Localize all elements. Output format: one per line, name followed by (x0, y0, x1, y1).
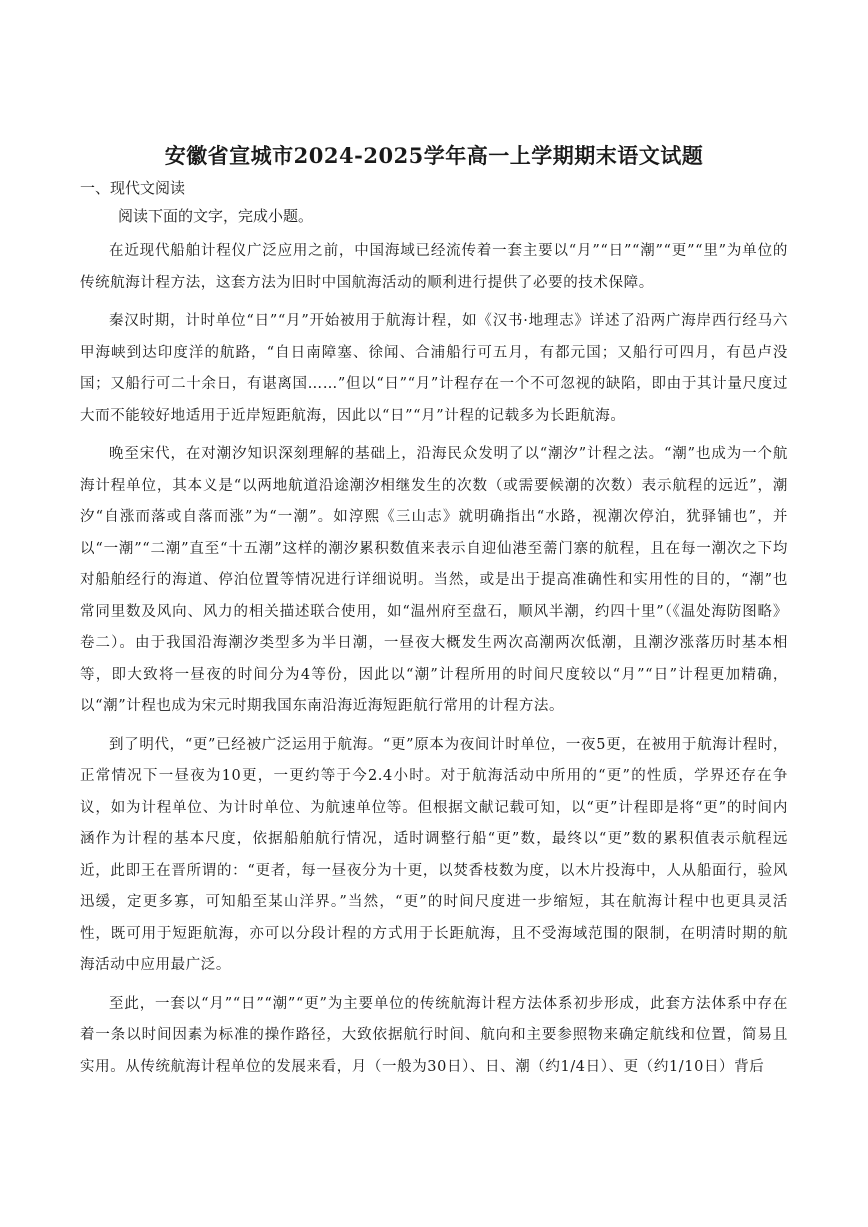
passage-paragraph: 秦汉时期，计时单位“日”“月”开始被用于航海计程，如《汉书·地理志》详述了沿两广海岸西行经马六甲海峡到达印度洋的航路，“自日南障塞、徐闻、合浦船行可五月，有都元国；又船行可四月，有邑卢没国；又船行可二十余日，有谌离国……”但以“日”“月”计程存在一个不可忽视的缺陷，即由于其计量尺度过大而不能较好地适用于近岸短距航海，因此以“日”“月”计程的记载多为长距航海。 (80, 313, 788, 424)
passage-paragraph: 晚至宋代，在对潮汐知识深刻理解的基础上，沿海民众发明了以“潮汐”计程之法。“潮”也成为一个航海计程单位，其本义是“以两地航道沿途潮汐相继发生的次数（或需要候潮的次数）表示航程的远近”，潮汐“自涨而落或自落而涨”为“一潮”。如淳熙《三山志》就明确指出“水路，视潮次停泊，犹驿铺也”，并以“一潮”“二潮”直至“十五潮”这样的潮汐累积数值来表示自迎仙港至薷门寨的航程，且在每一潮次之下均对船舶经行的海道、停泊位置等情况进行详细说明。当然，或是出于提高准确性和实用性的目的，“潮”也常同里数及风向、风力的相关描述联合使用，如“温州府至盘石，顺风半潮，约四十里”（《温处海防图略》卷二）。由于我国沿海潮汐类型多为半日潮，一昼夜大概发生两次高潮两次低潮，且潮汐涨落历时基本相等，即大致将一昼夜的时间分为4等份，因此以“潮”计程所用的时间尺度较以“月”“日”计程更加精确，以“潮”计程也成为宋元时期我国东南沿海近海短距航行常用的计程方法。 (80, 446, 788, 714)
passage-paragraph: 至此，一套以“月”“日”“潮”“更”为主要单位的传统航海计程方法体系初步形成，此套方法体系中存在着一条以时间因素为标准的操作路径，大致依据航行时间、航向和主要参照物来确定航线和位置，简易且实用。从传统航海计程单位的发展来看，月（一般为30日）、日、潮（约1/4日）、更（约1/10日）背后 (80, 995, 788, 1075)
passage-paragraph: 在近现代船舶计程仪广泛应用之前，中国海域已经流传着一套主要以“月”“日”“潮”“更”“里”为单位的传统航海计程方法，这套方法为旧时中国航海活动的顺利进行提供了必要的技术保障。 (80, 243, 788, 291)
reading-instruction: 阅读下面的文字，完成小题。 (118, 207, 314, 225)
document-title: 安徽省宣城市2024-2025学年高一上学期期末语文试题 (164, 143, 704, 168)
reading-passage (80, 236, 788, 1090)
section-heading: 一、现代文阅读 (80, 179, 186, 197)
passage-paragraph: 到了明代，“更”已经被广泛运用于航海。“更”原本为夜间计时单位，一夜5更，在被用于航海计程时，正常情况下一昼夜为10更，一更约等于今2.4小时。对于航海活动中所用的“更”的性质，学界还存在争议，如为计程单位、为计时单位、为航速单位等。但根据文献记载可知，以“更”计程即是将“更”的时间内涵作为计程的基本尺度，依据船舶航行情况，适时调整行船“更”数，最终以“更”数的累积值表示航程远近，此即王在晋所谓的：“更者，每一昼夜分为十更，以焚香枝数为度，以木片投海中，人从船面行，验风迅缓，定更多寡，可知船至某山洋界。”当然，“更”的时间尺度进一步缩短，其在航海计程中也更具灵活性，既可用于短距航海，亦可以分段计程的方式用于长距航海，且不受海域范围的限制，在明清时期的航海活动中应用最广泛。 (80, 736, 788, 973)
